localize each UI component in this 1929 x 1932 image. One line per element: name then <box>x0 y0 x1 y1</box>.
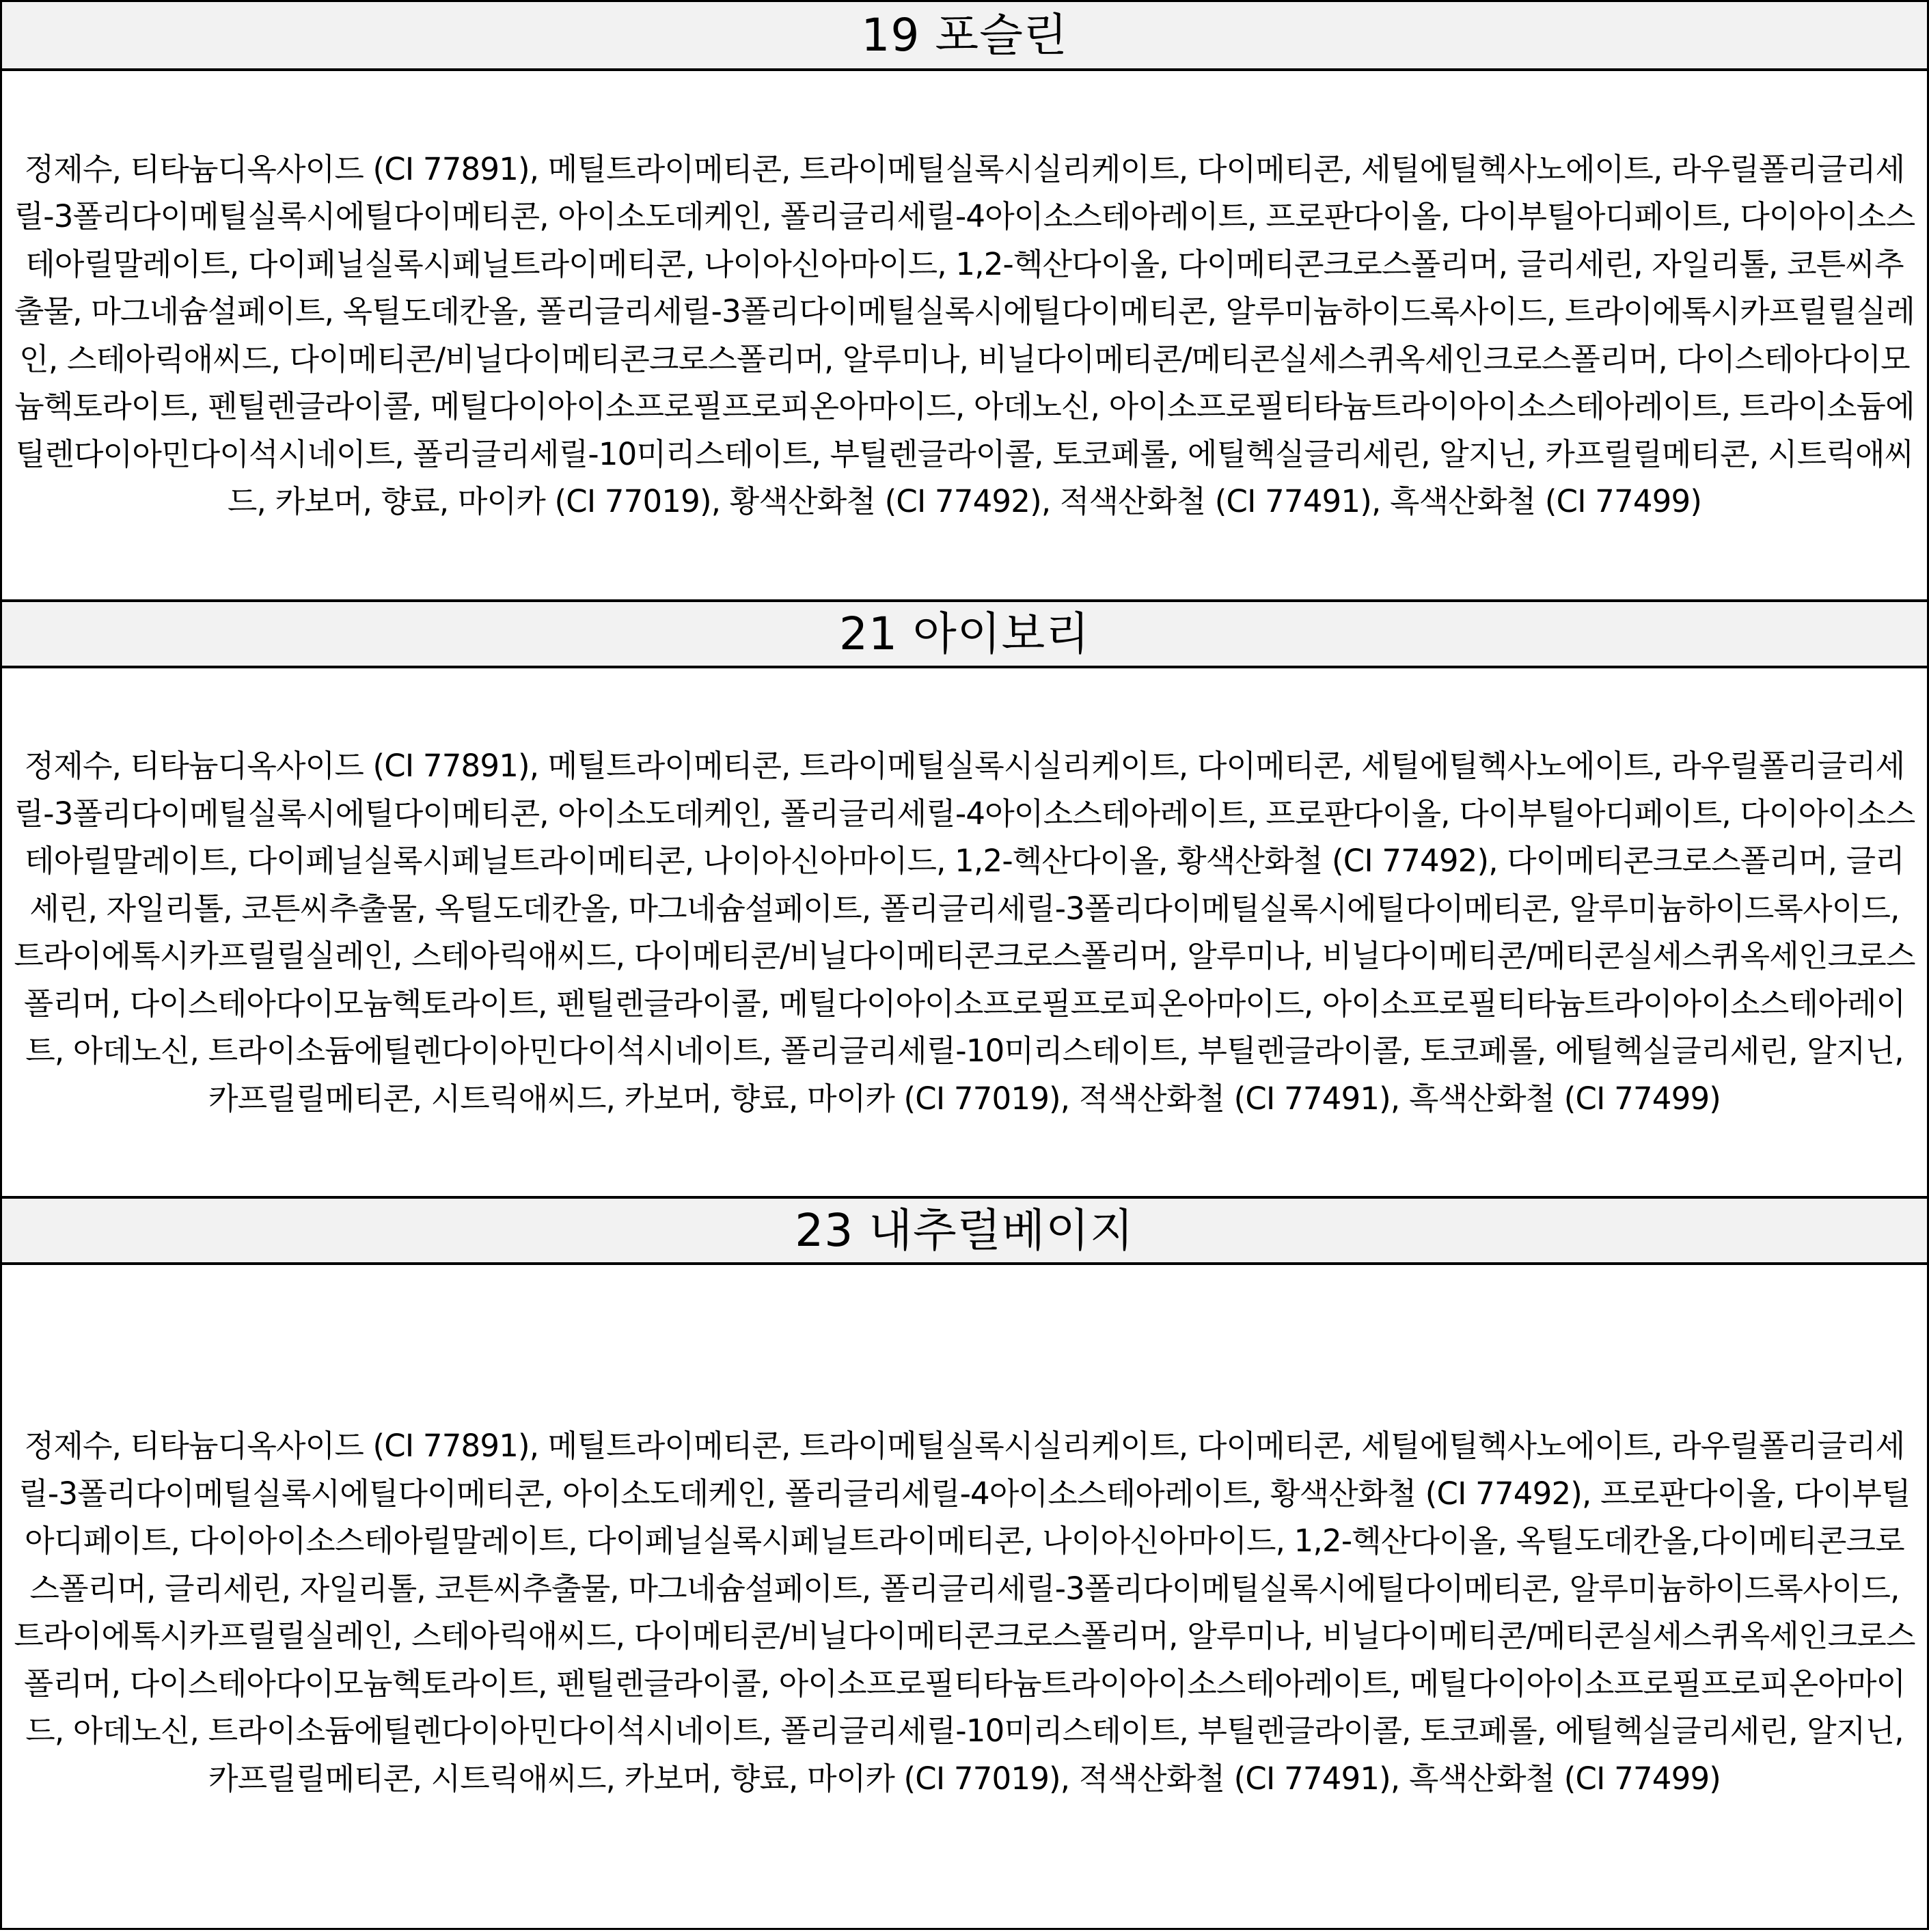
ingredients-cell <box>2 71 1927 602</box>
shade-title: 19 포슬린 <box>861 8 1068 62</box>
ingredients-cell <box>2 668 1927 1199</box>
shade-header <box>2 2 1927 71</box>
shade-title: 21 아이보리 <box>839 607 1090 660</box>
shade-header <box>2 1199 1927 1265</box>
ingredients-text: 정제수, 티타늄디옥사이드 (CI 77891), 메틸트라이메티콘, 트라이메틸실록시실리케이트, 다이메티콘, 세틸에틸헥사노에이트, 라우릴폴리글리세릴-3폴리다이메틸실록시에틸다이메티콘, 아이소도데케인, 폴리글리세릴-4아이소스테아레이트, 프로판다이올, 다이부틸아디페이트, 다이아이소스테아릴말레이트, 다이페닐실록시페닐트라이메티콘, 나이아신아마이드, 1,2-헥산다이올, 다이메티콘크로스폴리머, 글리세린, 자일리톨, 코튼씨추출물, 마그네슘설페이트, 옥틸도데칸올, 폴리글리세릴-3폴리다이메틸실록시에틸다이메티콘, 알루미늄하이드록사이드, 트라이에톡시카프릴릴실레인, 스테아릭애씨드, 다이메티콘/비닐다이메티콘크로스폴리머, 알루미나, 비닐다이메티콘/메티콘실세스퀴옥세인크로스폴리머, 다이스테아다이모늄헥토라이트, 펜틸렌글라이콜, 메틸다이아이소프로필프로피온아마이드, 아데노신, 아이소프로필티타늄트라이아이소스테아레이트, 트라이소듐에틸렌다이아민다이석시네이트, 폴리글리세릴-10미리스테이트, 부틸렌글라이콜, 토코페롤, 에틸헥실글리세린, 알지닌, 카프릴릴메티콘, 시트릭애씨드, 카보머, 향료, 마이카 (CI 77019), 황색산화철 (CI 77492), 적색산화철 (CI 77491), 흑색산화철 (CI 77499) <box>14 150 1915 519</box>
shade-header <box>2 602 1927 668</box>
ingredients-text: 정제수, 티타늄디옥사이드 (CI 77891), 메틸트라이메티콘, 트라이메틸실록시실리케이트, 다이메티콘, 세틸에틸헥사노에이트, 라우릴폴리글리세릴-3폴리다이메틸실록시에틸다이메티콘, 아이소도데케인, 폴리글리세릴-4아이소스테아레이트, 황색산화철 (CI 77492), 프로판다이올, 다이부틸아디페이트, 다이아이소스테아릴말레이트, 다이페닐실록시페닐트라이메티콘, 나이아신아마이드, 1,2-헥산다이올, 옥틸도데칸올,다이메티콘크로스폴리머, 글리세린, 자일리톨, 코튼씨추출물, 마그네슘설페이트, 폴리글리세릴-3폴리다이메틸실록시에틸다이메티콘, 알루미늄하이드록사이드, 트라이에톡시카프릴릴실레인, 스테아릭애씨드, 다이메티콘/비닐다이메티콘크로스폴리머, 알루미나, 비닐다이메티콘/메티콘실세스퀴옥세인크로스폴리머, 다이스테아다이모늄헥토라이트, 펜틸렌글라이콜, 아이소프로필티타늄트라이아이소스테아레이트, 메틸다이아이소프로필프로피온아마이드, 아데노신, 트라이소듐에틸렌다이아민다이석시네이트, 폴리글리세릴-10미리스테이트, 부틸렌글라이콜, 토코페롤, 에틸헥실글리세린, 알지닌, 카프릴릴메티콘, 시트릭애씨드, 카보머, 향료, 마이카 (CI 77019), 적색산화철 (CI 77491), 흑색산화철 (CI 77499) <box>14 1428 1915 1797</box>
ingredients-cell <box>2 1265 1927 1932</box>
shade-title: 23 내추럴베이지 <box>795 1203 1134 1257</box>
ingredients-text: 정제수, 티타늄디옥사이드 (CI 77891), 메틸트라이메티콘, 트라이메틸실록시실리케이트, 다이메티콘, 세틸에틸헥사노에이트, 라우릴폴리글리세릴-3폴리다이메틸실록시에틸다이메티콘, 아이소도데케인, 폴리글리세릴-4아이소스테아레이트, 프로판다이올, 다이부틸아디페이트, 다이아이소스테아릴말레이트, 다이페닐실록시페닐트라이메티콘, 나이아신아마이드, 1,2-헥산다이올, 황색산화철 (CI 77492), 다이메티콘크로스폴리머, 글리세린, 자일리톨, 코튼씨추출물, 옥틸도데칸올, 마그네슘설페이트, 폴리글리세릴-3폴리다이메틸실록시에틸다이메티콘, 알루미늄하이드록사이드, 트라이에톡시카프릴릴실레인, 스테아릭애씨드, 다이메티콘/비닐다이메티콘크로스폴리머, 알루미나, 비닐다이메티콘/메티콘실세스퀴옥세인크로스폴리머, 다이스테아다이모늄헥토라이트, 펜틸렌글라이콜, 메틸다이아이소프로필프로피온아마이드, 아이소프로필티타늄트라이아이소스테아레이트, 아데노신, 트라이소듐에틸렌다이아민다이석시네이트, 폴리글리세릴-10미리스테이트, 부틸렌글라이콜, 토코페롤, 에틸헥실글리세린, 알지닌, 카프릴릴메티콘, 시트릭애씨드, 카보머, 향료, 마이카 (CI 77019), 적색산화철 (CI 77491), 흑색산화철 (CI 77499) <box>14 748 1915 1117</box>
